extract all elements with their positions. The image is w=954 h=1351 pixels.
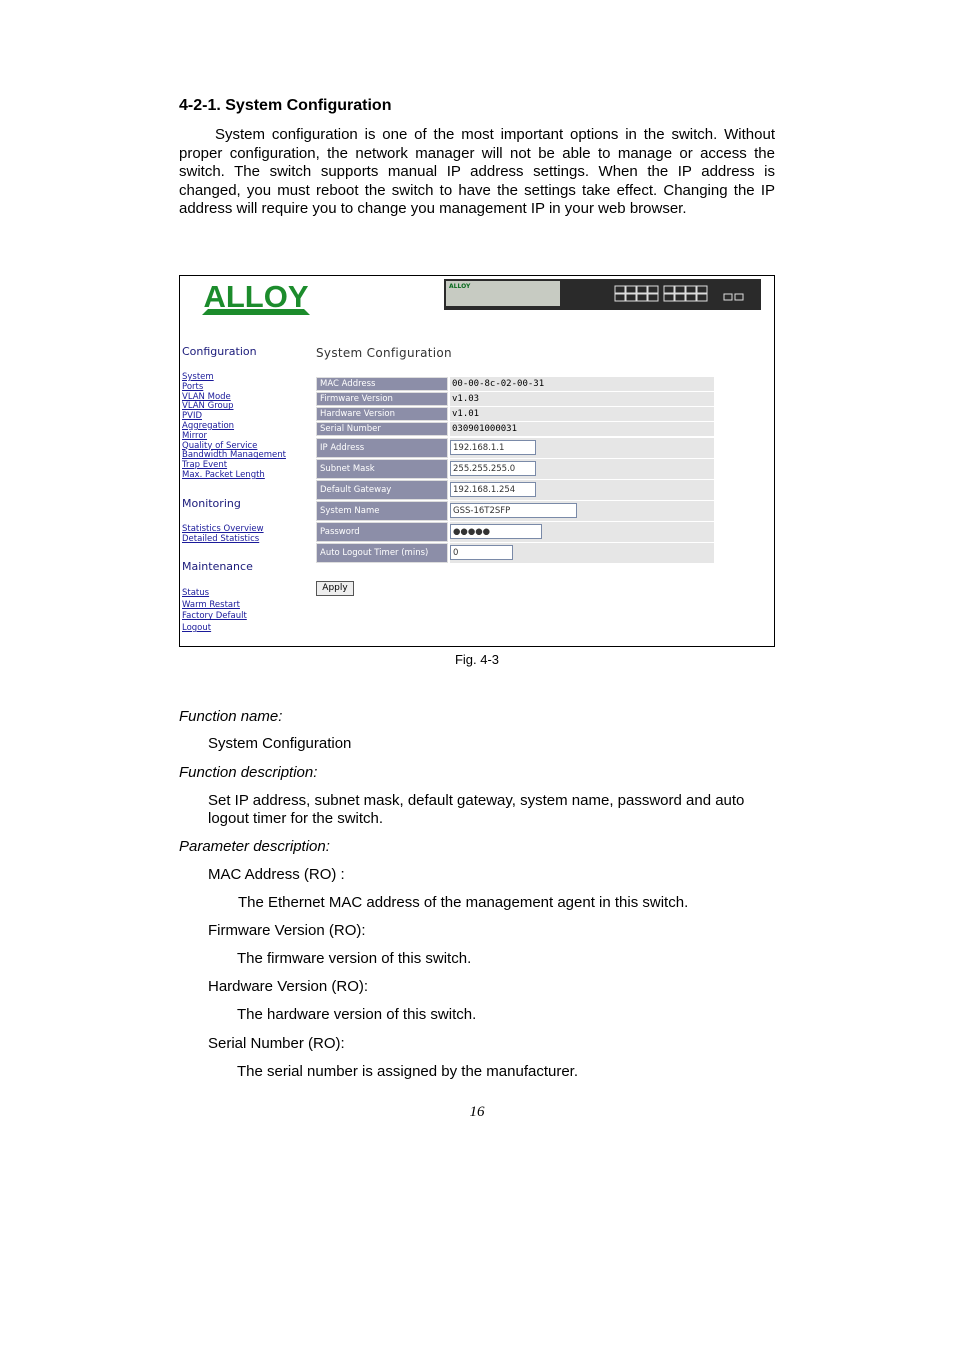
nav-link-statistics-overview[interactable]: Statistics Overview bbox=[182, 524, 264, 534]
figure-caption: Fig. 4-3 bbox=[454, 652, 500, 667]
form-title: System Configuration bbox=[316, 346, 452, 360]
logout-timer-cell bbox=[450, 543, 714, 563]
switch-product-banner: ALLOY bbox=[444, 279, 761, 310]
gateway-cell bbox=[450, 480, 714, 500]
nav-link-pvid[interactable]: PVID bbox=[182, 411, 202, 422]
mac-label: MAC Address bbox=[316, 377, 448, 391]
function-description-label: Function description: bbox=[179, 764, 318, 781]
nav-monitoring-list bbox=[182, 525, 264, 545]
logout-timer-input[interactable] bbox=[450, 545, 513, 560]
system-name-input[interactable] bbox=[450, 503, 577, 518]
switch-ports-icon bbox=[614, 284, 754, 304]
param-desc-serial: The serial number is assigned by the manufacturer. bbox=[237, 1063, 579, 1080]
subnet-cell bbox=[450, 459, 714, 479]
nav-link-detailed-statistics[interactable]: Detailed Statistics bbox=[182, 533, 260, 544]
nav-link-vlan-group[interactable]: VLAN Group bbox=[182, 401, 234, 412]
nav-heading-monitoring: Monitoring bbox=[182, 497, 241, 510]
nav-heading-configuration: Configuration bbox=[182, 345, 257, 358]
nav-link-ports[interactable]: Ports bbox=[182, 381, 204, 392]
password-input[interactable] bbox=[450, 524, 542, 539]
system-name-cell bbox=[450, 501, 714, 521]
ip-address-input[interactable] bbox=[450, 440, 536, 455]
param-desc-hardware: The hardware version of this switch. bbox=[237, 1006, 477, 1023]
nav-link-system[interactable]: System bbox=[182, 372, 214, 382]
nav-link-max-packet[interactable]: Max. Packet Length bbox=[182, 469, 265, 480]
mac-value: 00-00-8c-02-00-31 bbox=[450, 377, 714, 391]
section-heading: 4-2-1. System Configuration bbox=[179, 97, 392, 114]
nav-link-warm-restart[interactable]: Warm Restart bbox=[182, 599, 240, 610]
subnet-mask-input[interactable] bbox=[450, 461, 536, 476]
gateway-label: Default Gateway bbox=[316, 480, 448, 500]
logout-timer-label: Auto Logout Timer (mins) bbox=[316, 543, 448, 563]
param-name-mac: MAC Address (RO) : bbox=[208, 866, 345, 883]
param-name-serial: Serial Number (RO): bbox=[208, 1035, 345, 1052]
function-name: System Configuration bbox=[208, 735, 352, 752]
nav-link-bandwidth[interactable]: Bandwidth Management bbox=[182, 450, 286, 461]
serial-label: Serial Number bbox=[316, 422, 448, 436]
nav-link-qos[interactable]: Quality of Service bbox=[182, 440, 258, 451]
param-name-hardware: Hardware Version (RO): bbox=[208, 978, 369, 995]
ip-label: IP Address bbox=[316, 438, 448, 458]
function-name-label: Function name: bbox=[179, 708, 283, 725]
apply-button[interactable]: Apply bbox=[316, 581, 354, 596]
hardware-label: Hardware Version bbox=[316, 407, 448, 421]
nav-link-logout[interactable]: Logout bbox=[182, 623, 212, 634]
nav-heading-maintenance: Maintenance bbox=[182, 560, 253, 573]
nav-configuration-list bbox=[182, 373, 286, 481]
password-cell bbox=[450, 522, 714, 542]
screenshot-figure bbox=[179, 275, 775, 647]
serial-value: 030901000031 bbox=[450, 422, 714, 436]
param-desc-mac: The Ethernet MAC address of the management agent in this switch. bbox=[238, 894, 689, 911]
nav-maintenance-list bbox=[182, 588, 247, 635]
system-name-label: System Name bbox=[316, 501, 448, 521]
nav-link-aggregation[interactable]: Aggregation bbox=[182, 420, 235, 431]
ip-cell bbox=[450, 438, 714, 458]
default-gateway-input[interactable] bbox=[450, 482, 536, 497]
intro-paragraph: System configuration is one of the most important options in the switch. Without proper configuration, the network manager will not be able to manage or access the switch. The switch supports manual IP address settings. When the IP address is changed, you must reboot the switch to have the settings take effect. Changing the IP address will require you to change you management IP in your web browser. bbox=[179, 126, 775, 217]
nav-link-factory-default[interactable]: Factory Default bbox=[182, 611, 247, 622]
function-description: Set IP address, subnet mask, default gateway, system name, password and auto logout timer for the switch. bbox=[208, 792, 745, 827]
page-number: 16 bbox=[469, 1104, 485, 1120]
firmware-value: v1.03 bbox=[450, 392, 714, 406]
nav-link-status[interactable]: Status bbox=[182, 588, 210, 598]
nav-link-vlan-mode[interactable]: VLAN Mode bbox=[182, 391, 231, 402]
hardware-value: v1.01 bbox=[450, 407, 714, 421]
alloy-logo bbox=[200, 278, 312, 318]
logo-text: ALLOY bbox=[203, 279, 309, 314]
subnet-label: Subnet Mask bbox=[316, 459, 448, 479]
password-label: Password bbox=[316, 522, 448, 542]
firmware-label: Firmware Version bbox=[316, 392, 448, 406]
nav-link-trap-event[interactable]: Trap Event bbox=[182, 460, 228, 471]
param-desc-firmware: The firmware version of this switch. bbox=[237, 950, 472, 967]
nav-link-mirror[interactable]: Mirror bbox=[182, 430, 208, 441]
param-name-firmware: Firmware Version (RO): bbox=[208, 922, 366, 939]
parameter-description-label: Parameter description: bbox=[179, 838, 330, 855]
